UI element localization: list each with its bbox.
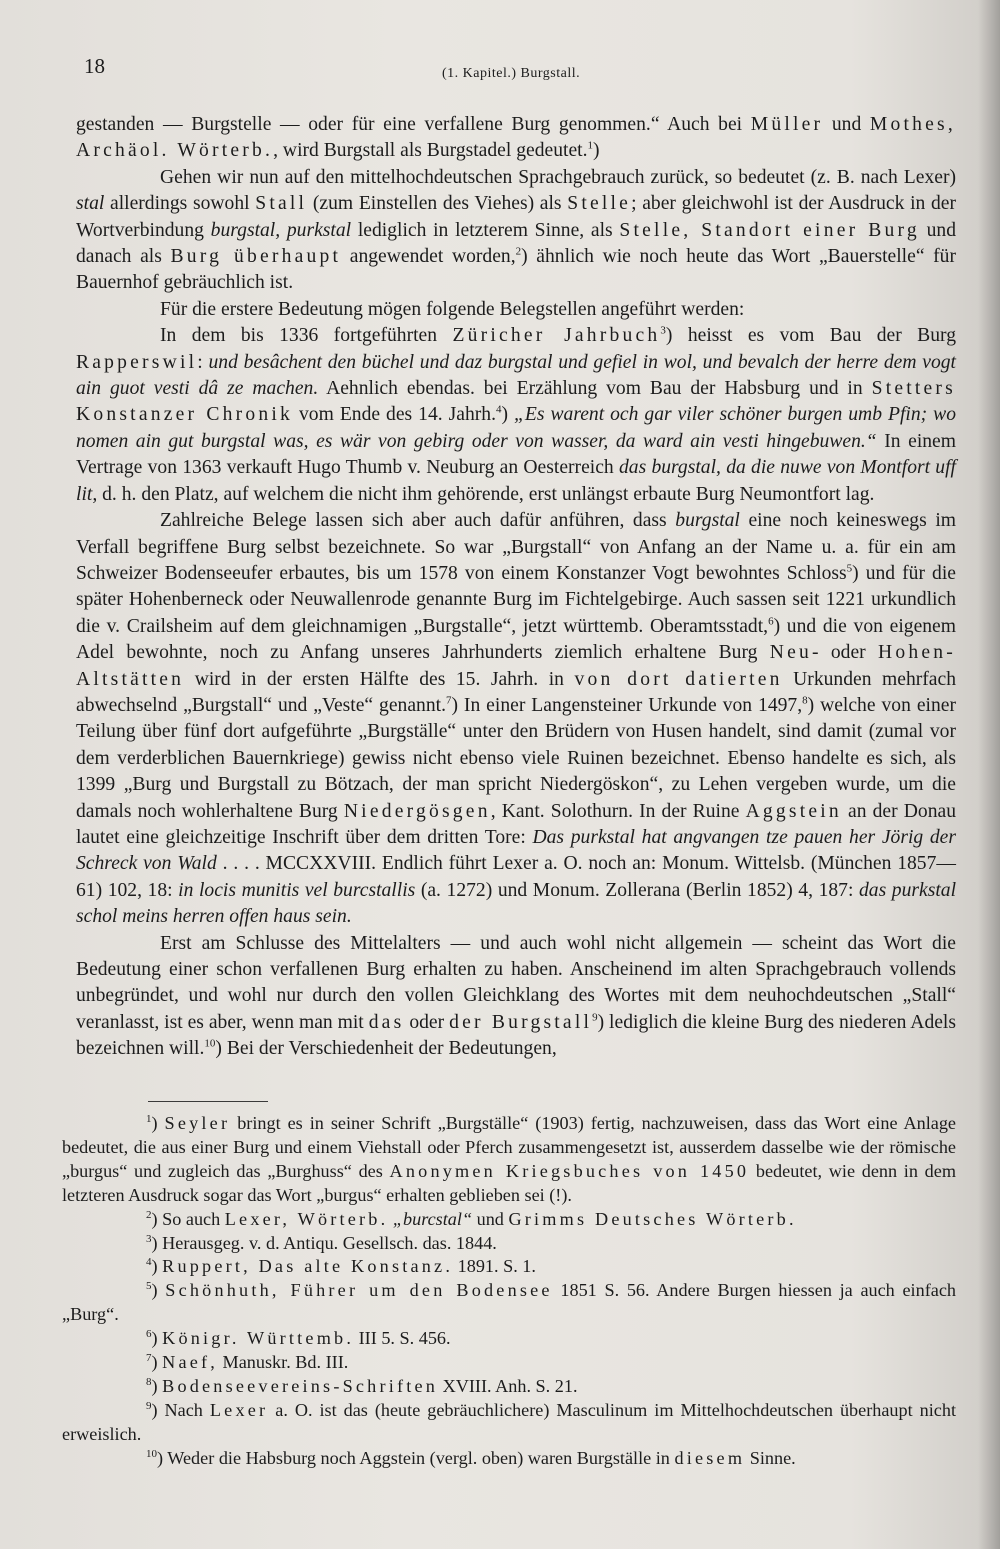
- footnote-10: $^{10}$) Weder die Habsburg noch Aggstein (vergl. oben) waren Burgställe in diesem Sinne.: [146, 1447, 796, 1468]
- text-run: Weder die Habsburg noch Aggstein (vergl. oben) waren Burgställe in: [163, 1447, 675, 1468]
- paragraph-5: [76, 508, 956, 931]
- text-run: ) und für die später Hohenberneck oder Neuwallenrode genannte Burg im Fichtelgebirge. Auch sassen seit 1221 urkundlich die v. Crailsheim auf dem gleichnamigen „Burgstalle“, jetzt württemb. Oberamtsstadt,: [76, 562, 956, 637]
- paragraph-3: Für die erstere Bedeutung mögen folgende Belegstellen angeführt werden:: [160, 298, 745, 320]
- spaced-name: Schönhuth, Führer um den Bodensee: [165, 1280, 553, 1301]
- text-run: Urkunden mehrfach abwechselnd „Burgstall“ und „Veste“ genannt.: [76, 668, 956, 716]
- footnote-number: 1: [146, 1112, 152, 1125]
- text-run: lediglich in letzterem Sinne, als: [351, 219, 620, 241]
- footnote-ref: 9: [592, 1011, 598, 1024]
- text-run: wird in der ersten Hälfte des 15. Jahrh. in: [184, 668, 575, 690]
- footnote-number: 4: [146, 1256, 152, 1269]
- spaced-term: Stelle: [567, 193, 632, 215]
- footnote-ref: 2: [515, 245, 522, 258]
- text-run: bringt es in seiner Schrift „Burgställe“ (1903) fertig, nachzuweisen, dass das Wort eine Anlage bedeutet, die aus einer Burg und einem Viehstall oder Pferch zusammengesetzt ist, ausserdem dasselbe wie der römische „burgus“ und zugleich das „Burghuss“ des: [62, 1113, 957, 1181]
- spaced-name: Hohen-Altstätten: [76, 642, 956, 690]
- text-run: d. h. den Platz, auf welchem die nicht ihm gehörende, erst unlängst erbaute Burg Neumontfort lag.: [97, 483, 875, 505]
- italic-quote: „Es warent och gar viler schöner burgen umb Pfin; wo nomen ain gut burgstal was, es wär von gebirg oder von wasser, da ward ain vesti hingebuwen.“: [76, 404, 956, 452]
- text-run: ) In einer Langensteiner Urkunde von 1497,: [451, 694, 803, 716]
- footnote-1: $^1$) Seyler bringt es in seiner Schrift „Burgställe“ (1903) fertig, nachzuweisen, dass das Wort eine Anlage bedeutet, die aus einer Burg und einem Viehstall oder Pferch zusammengesetzt ist, ausserdem dasselbe wie der römische „burgus“ und zugleich das „Burghuss“ des Anonymen Kriegsbuches von 1450 bedeutet, wie denn in dem letzteren Ausdruck sogar das Wort „burgus“ erhalten geblieben sei (!).: [62, 1112, 957, 1205]
- italic-term: burgstal: [675, 510, 740, 532]
- page-edge-shadow: [978, 0, 1000, 1549]
- footnote-number: 6: [146, 1328, 152, 1341]
- text-run: In einem Vertrage von 1363 verkauft Hugo Thumb v. Neuburg an Oesterreich: [76, 430, 956, 479]
- footnotes: [62, 1112, 956, 1471]
- footnote-number: 2: [146, 1208, 152, 1221]
- spaced-term: der Burgstall: [449, 1011, 593, 1033]
- spaced-name: Anonymen Kriegsbuches von 1450: [389, 1160, 750, 1181]
- text-run: (a. 1272) und Monum. Zollerana (Berlin 1852) 4, 187:: [415, 879, 859, 901]
- footnote-ref: 3: [660, 324, 666, 337]
- text-run: :: [197, 351, 209, 373]
- spaced-name: Neu: [769, 642, 813, 664]
- spaced-term: Burg überhaupt: [170, 246, 342, 268]
- spaced-name: Seyler: [164, 1113, 231, 1133]
- footnote-number: 9: [146, 1399, 152, 1412]
- spaced-name: Züricher Jahrbuch: [452, 325, 661, 347]
- text-run: [158, 1113, 165, 1133]
- text-run: ) und die von eigenem Adel bewohnte, noch zu Anfang unseres Jahrhunderts ziemlich erhaltene Burg: [76, 615, 956, 664]
- spaced-name: Stetters Konstanzer Chronik: [76, 378, 956, 426]
- footnote-number: 5: [146, 1280, 152, 1293]
- italic-quote: Das purkstal hat angvangen tze pauen her Jörig der Schreck von Wald: [76, 826, 956, 875]
- page-number: 18: [84, 54, 105, 78]
- spaced-name: Königr. Württemb.: [162, 1328, 355, 1349]
- text-run: In dem bis 1336 fortgeführten: [160, 325, 453, 347]
- spaced-term: das: [368, 1011, 405, 1033]
- spaced-name: Niedergösgen: [343, 800, 491, 822]
- text-run: ): [593, 140, 600, 162]
- text-run: ) ähnlich wie noch heute das Wort „Bauerstelle“ für Bauernhof gebräuchlich ist.: [76, 246, 956, 294]
- text-run: ) Bei der Verschiedenheit der Bedeutungen,: [215, 1038, 557, 1060]
- text-run: Erst am Schlusse des Mittelalters — und auch wohl nicht allgemein — scheint das Wort die Bedeutung einer schon verfallenen Burg erhalten zu haben. Anscheinend im alten Sprachgebrauch vollends unbegründet, und wohl nur durch den vollen Gleichklang des Wortes mit dem neuhochdeutschen „Stall“ veranlasst, ist es aber, wenn man mit: [76, 932, 956, 1033]
- text-run: Sinne.: [745, 1447, 796, 1468]
- footnote-5: $^5$) Schönhuth, Führer um den Bodensee 1851 S. 56. Andere Burgen hiessen ja auch einfach „Burg“.: [62, 1280, 956, 1325]
- text-run: ) welche von einer Teilung über fünf dort aufgeführte „Burgställe“ unter den Brüdern von Husen handelt, sind damit (zumal vor dem verderblichen Bauernkriege) gewiss nicht ebenso viele Ruinen bezeichnet. Ebenso handelte es sich, als 1399 „Burg und Burgstall zu Bötzach, der man spricht Niedergöskon“, zu Lehen vergeben wurde, um die damals noch wohlerhaltene Burg: [76, 694, 956, 822]
- footnote-number: 7: [146, 1352, 152, 1364]
- text-run: a. O. ist das (heute gebräuchlichere) Masculinum im Mittelhochdeutschen überhaupt nicht erweislich.: [62, 1399, 956, 1444]
- spaced-name: Aggstein: [745, 800, 842, 822]
- text-run: 1891. S. 1.: [453, 1256, 536, 1277]
- footnote-2: $^2$) So auch Lexer, Wörterb. „burcstal“ und Grimms Deutsches Wörterb.: [146, 1208, 797, 1229]
- text-run: Herausgeg. v. d. Antiqu. Gesellsch. das. 1844.: [157, 1232, 497, 1253]
- text-run: , Kant. Solothurn. In der Ruine: [490, 800, 746, 822]
- text-run: ) heisst es vom Bau der Burg: [665, 325, 956, 347]
- spaced-term: Stelle, Standort einer Burg: [619, 219, 920, 241]
- footnote-divider: [148, 1101, 268, 1102]
- footnote-ref: 10: [204, 1037, 216, 1050]
- running-head: (1. Kapitel.) Burgstall.: [442, 66, 581, 81]
- italic-term: stal: [76, 193, 105, 215]
- spaced-term: diesem: [674, 1447, 746, 1468]
- text-run: Gehen wir nun auf den mittelhochdeutschen Sprachgebrauch zurück, so bedeutet (z. B. nach Lexer): [160, 166, 956, 188]
- text-run: 1851 S. 56. Andere Burgen hiessen ja auch einfach „Burg“.: [62, 1280, 956, 1325]
- text-run: eine noch keineswegs im Verfall begriffene Burg selbst bezeichnete. So war „Burgstall“ von Anfang an der Name u. a. für ein am Schweizer Bodenseeufer erbautes, bis um 1578 von einem Konstanzer Vogt bewohntes Schloss: [76, 510, 956, 584]
- footnote-3: $^3$) Herausgeg. v. d. Antiqu. Gesellsch. das. 1844.: [146, 1232, 497, 1253]
- text-run: . . . . MCCXXVIII. Endlich führt Lexer a. O. noch an: Monum. Wittelsb. (München 1857—61) 102, 18:: [76, 853, 956, 901]
- italic-quote: das purkstal schol meins herren offen haus sein.: [76, 879, 957, 928]
- footnote-ref: 7: [445, 694, 452, 707]
- spaced-name: Lexer: [209, 1399, 269, 1420]
- text-run: und danach als: [76, 219, 956, 268]
- footnote-6: $^6$) Königr. Württemb. III 5. S. 456.: [146, 1328, 451, 1349]
- text-run: angewendet worden,: [341, 246, 516, 268]
- text-run: an der Donau lautet eine gleichzeitige Inschrift über dem dritten Tore:: [76, 800, 956, 848]
- paragraph-4: [76, 323, 956, 508]
- spaced-name: Mothes, Archäol. Wörterb.: [76, 114, 956, 162]
- footnote-ref: 8: [802, 694, 808, 707]
- spaced-term: von dort datierten: [574, 668, 783, 690]
- text-run: Zahlreiche Belege lassen sich aber auch dafür anführen, dass: [160, 510, 676, 532]
- footnote-number: 3: [146, 1232, 152, 1245]
- main-text: [76, 112, 956, 1063]
- text-run: allerdings sowohl: [104, 193, 256, 215]
- text-run: XVIII. Anh. S. 21.: [438, 1375, 578, 1396]
- footnote-ref: 6: [768, 615, 774, 628]
- text-run: (zum Einstellen des Viehes) als: [307, 193, 568, 215]
- text-run: ): [501, 404, 514, 426]
- text-run: Aehnlich ebendas. bei Erzählung vom Bau der Habsburg und in: [318, 378, 872, 400]
- italic-quote: und besâchent den büchel und daz burgstal und gefiel in wol, und bevalch der herre dem vogt ain guot vesti dâ ze machen.: [76, 351, 956, 400]
- footnote-ref: 4: [495, 403, 502, 416]
- text-run: So auch: [157, 1208, 225, 1229]
- spaced-name: Müller: [750, 114, 824, 135]
- footnote-9: $^9$) Nach Lexer a. O. ist das (heute gebräuchlichere) Masculinum im Mittelhochdeutschen überhaupt nicht erweislich.: [62, 1399, 956, 1444]
- spaced-name: Lexer, Wörterb.: [224, 1208, 389, 1229]
- footnote-ref: 5: [846, 562, 853, 575]
- text-run: Nach: [157, 1399, 210, 1420]
- text-run: Manuskr. Bd. III.: [218, 1352, 349, 1373]
- footnote-7: $^7$) Naef, Manuskr. Bd. III.: [146, 1352, 349, 1373]
- text-run: - oder: [812, 642, 879, 664]
- text-run: gestanden — Burgstelle — oder für eine verfallene Burg genommen.“ Auch bei: [76, 114, 751, 135]
- text-run: bedeutet, wie denn in dem letzteren Ausdruck sogar das Wort „burgus“ erhalten geblieben sei (!).: [62, 1160, 956, 1205]
- italic-quote: in locis munitis vel burcstallis: [178, 879, 416, 901]
- text-run: ; aber gleichwohl ist der Ausdruck in der Wortverbindung: [76, 193, 957, 241]
- spaced-name: Bodenseevereins-Schriften: [162, 1375, 439, 1396]
- spaced-name: Rapperswil: [76, 351, 198, 373]
- italic-term: burgstal, purkstal: [210, 219, 352, 241]
- text-run: ) lediglich die kleine Burg des niederen Adels bezeichnen will.: [76, 1011, 957, 1060]
- text-run: , wird Burgstall als Burgstadel gedeutet.: [273, 140, 588, 162]
- paragraph-1: [76, 112, 956, 165]
- footnote-4: $^4$) Ruppert, Das alte Konstanz. 1891. S. 1.: [146, 1256, 536, 1277]
- paragraph-6: [76, 931, 956, 1063]
- spaced-name: Grimms Deutsches Wörterb.: [508, 1208, 797, 1229]
- text-run: und: [472, 1208, 509, 1229]
- text-run: und: [823, 114, 870, 135]
- spaced-name: Naef,: [162, 1352, 218, 1373]
- text-run: oder: [404, 1011, 450, 1033]
- spaced-name: Ruppert, Das alte Konstanz.: [162, 1256, 454, 1277]
- spaced-term: Stall: [255, 193, 308, 215]
- footnote-number: 10: [146, 1447, 157, 1460]
- paragraph-2: [76, 165, 956, 297]
- footnote-ref: 1: [587, 139, 593, 152]
- footnote-number: 8: [146, 1375, 152, 1388]
- italic-term: „burcstal“: [392, 1208, 473, 1229]
- italic-quote: das burgstal, da die nuwe von Montfort uff lit,: [76, 457, 956, 505]
- text-run: III 5. S. 456.: [354, 1328, 451, 1349]
- text-run: vom Ende des 14. Jahrh.: [293, 404, 496, 426]
- footnote-8: $^8$) Bodenseevereins-Schriften XVIII. Anh. S. 21.: [146, 1375, 578, 1396]
